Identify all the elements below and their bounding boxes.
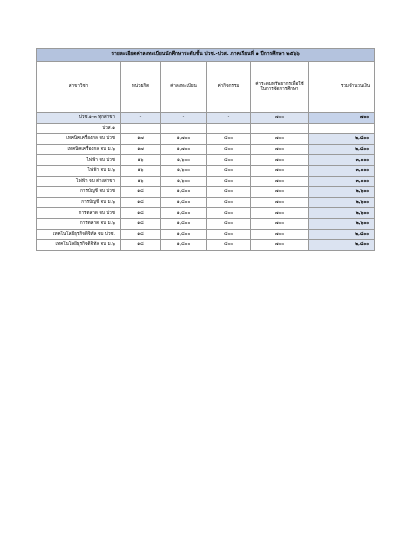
row-credits: ๑๗ (121, 144, 161, 155)
header-resource: ค่าระดมทรัพยากรเพื่อใช้ในการจัดการศึกษา (251, 62, 309, 113)
row-total: ๓,๐๐๐ (309, 176, 375, 187)
row-registration: ๑,๘๐๐ (161, 240, 207, 251)
row-credits: ๑๘ (121, 187, 161, 198)
row-registration: ๑,๖๐๐ (161, 176, 207, 187)
table-row (37, 134, 375, 145)
section-row (37, 123, 375, 134)
row-resource: ๗๐๐ (251, 208, 309, 219)
row-subject: การตลาด จบ ม.๖ (37, 218, 121, 229)
header-credits: หน่วยกิต (121, 62, 161, 113)
summary-subject: ปวช.๑-๓ ทุกสาขา (37, 113, 121, 124)
row-subject: การบัญชี จบ ปวช (37, 187, 121, 198)
table-row (37, 197, 375, 208)
row-credits: ๑๗ (121, 134, 161, 145)
row-registration: ๑,๖๐๐ (161, 155, 207, 166)
table-row (37, 176, 375, 187)
row-resource: ๗๐๐ (251, 197, 309, 208)
row-subject: เทคโนโลยีธุรกิจดิจิทัล จบ ม.๖ (37, 240, 121, 251)
row-resource: ๗๐๐ (251, 240, 309, 251)
summary-activity: - (207, 113, 251, 124)
row-credits: ๑๖ (121, 165, 161, 176)
row-resource: ๗๐๐ (251, 229, 309, 240)
row-subject: ไฟฟ้า จบ ม.๖ (37, 165, 121, 176)
row-registration: ๑,๘๐๐ (161, 197, 207, 208)
row-subject: ไฟฟ้า จบ ต่างสาขา (37, 176, 121, 187)
row-registration: ๑,๗๐๐ (161, 144, 207, 155)
row-activity: ๔๐๐ (207, 240, 251, 251)
table-row (37, 229, 375, 240)
header-registration: ค่าลงทะเบียน (161, 62, 207, 113)
row-registration: ๑,๗๐๐ (161, 134, 207, 145)
row-activity: ๔๐๐ (207, 176, 251, 187)
row-activity: ๔๐๐ (207, 134, 251, 145)
row-registration: ๑,๘๐๐ (161, 187, 207, 198)
row-resource: ๗๐๐ (251, 176, 309, 187)
row-credits: ๑๖ (121, 155, 161, 166)
row-subject: การบัญชี จบ ม.๖ (37, 197, 121, 208)
row-resource: ๗๐๐ (251, 165, 309, 176)
row-subject: เทคนิคเครื่องกล จบ ม.๖ (37, 144, 121, 155)
row-resource: ๗๐๐ (251, 218, 309, 229)
fee-sheet (36, 48, 374, 251)
row-subject: เทคโนโลยีธุรกิจดิจิทัล จบ ปวช. (37, 229, 121, 240)
section-label: ปวส.๑ (37, 123, 121, 134)
row-subject: การตลาด จบ ปวช (37, 208, 121, 219)
summary-row (37, 113, 375, 124)
table-row (37, 218, 375, 229)
row-subject: เทคนิคเครื่องกล จบ ปวช (37, 134, 121, 145)
row-registration: ๑,๖๐๐ (161, 165, 207, 176)
table-row (37, 155, 375, 166)
row-registration: ๑,๘๐๐ (161, 229, 207, 240)
row-resource: ๗๐๐ (251, 187, 309, 198)
row-total: ๒,๖๐๐ (309, 208, 375, 219)
table-row (37, 208, 375, 219)
header-activity: ค่ากิจกรรม (207, 62, 251, 113)
table-title: รายละเอียดค่าลงทะเบียนนักศึกษาระดับชั้น ปวช.-ปวส. ภาคเรียนที่ ๑ ปีการศึกษา ๒๕๖๖ (37, 49, 375, 62)
row-resource: ๗๐๐ (251, 155, 309, 166)
header-total: รวมจำนวนเงิน (309, 62, 375, 113)
row-subject: ไฟฟ้า จบ ปวช (37, 155, 121, 166)
table-row (37, 187, 375, 198)
row-resource: ๗๐๐ (251, 134, 309, 145)
row-resource: ๗๐๐ (251, 144, 309, 155)
row-total: ๒,๘๐๐ (309, 240, 375, 251)
row-credits: ๑๘ (121, 218, 161, 229)
row-total: ๒,๘๐๐ (309, 134, 375, 145)
row-credits: ๑๘ (121, 208, 161, 219)
row-registration: ๑,๘๐๐ (161, 208, 207, 219)
table-row (37, 165, 375, 176)
summary-registration: - (161, 113, 207, 124)
row-activity: ๔๐๐ (207, 144, 251, 155)
row-activity: ๔๐๐ (207, 165, 251, 176)
header-subject: สาขาวิชา (37, 62, 121, 113)
row-total: ๓,๐๐๐ (309, 155, 375, 166)
title-row (37, 49, 375, 62)
row-activity: ๔๐๐ (207, 218, 251, 229)
table-row (37, 144, 375, 155)
summary-resource: ๗๐๐ (251, 113, 309, 124)
row-activity: ๔๐๐ (207, 208, 251, 219)
row-credits: ๑๘ (121, 197, 161, 208)
row-total: ๒,๘๐๐ (309, 144, 375, 155)
row-activity: ๔๐๐ (207, 197, 251, 208)
row-credits: ๑๖ (121, 176, 161, 187)
summary-total: ๗๐๐ (309, 113, 375, 124)
row-registration: ๑,๘๐๐ (161, 218, 207, 229)
row-total: ๒,๖๐๐ (309, 187, 375, 198)
row-credits: ๑๘ (121, 240, 161, 251)
row-activity: ๔๐๐ (207, 187, 251, 198)
header-row (37, 62, 375, 113)
row-credits: ๑๘ (121, 229, 161, 240)
row-total: ๒,๖๐๐ (309, 197, 375, 208)
summary-credits: - (121, 113, 161, 124)
row-total: ๒,๘๐๐ (309, 229, 375, 240)
fee-table (36, 48, 375, 251)
row-total: ๒,๖๐๐ (309, 218, 375, 229)
table-row (37, 240, 375, 251)
row-total: ๓,๐๐๐ (309, 165, 375, 176)
row-activity: ๔๐๐ (207, 155, 251, 166)
row-activity: ๔๐๐ (207, 229, 251, 240)
